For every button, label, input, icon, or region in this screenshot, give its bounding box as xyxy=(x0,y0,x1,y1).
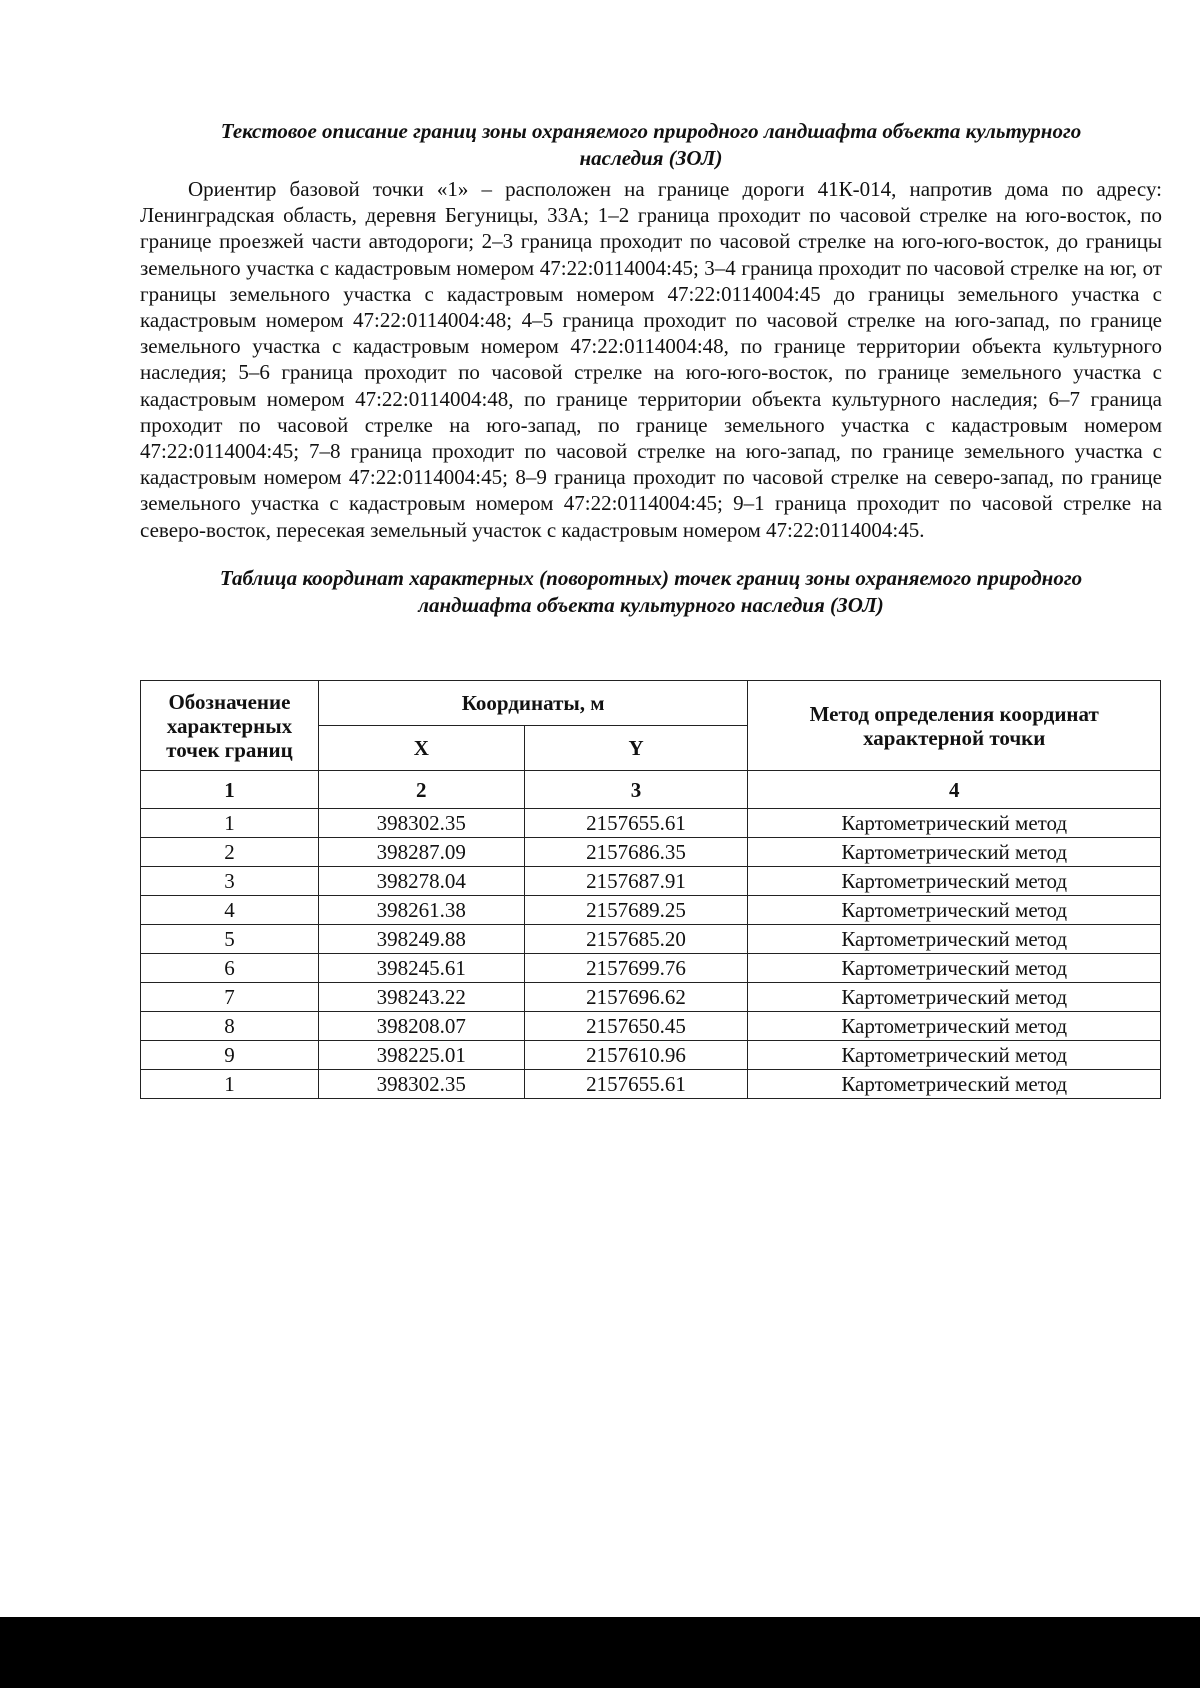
header-point: Обозначение характерных точек границ xyxy=(141,681,319,771)
cell-y: 2157685.20 xyxy=(524,925,748,954)
cell-x: 398302.35 xyxy=(318,809,524,838)
cell-y: 2157610.96 xyxy=(524,1041,748,1070)
table-row xyxy=(141,1041,1161,1070)
cell-method: Картометрический метод xyxy=(748,838,1161,867)
cell-method: Картометрический метод xyxy=(748,809,1161,838)
cell-point: 5 xyxy=(141,925,319,954)
table-title-line1: Таблица координат характерных (поворотных) точек границ зоны охраняемого природного xyxy=(219,565,1083,590)
cell-x: 398249.88 xyxy=(318,925,524,954)
cell-point: 3 xyxy=(141,867,319,896)
description-title xyxy=(140,118,1162,172)
cell-x: 398278.04 xyxy=(318,867,524,896)
table-title xyxy=(140,565,1162,619)
table-row xyxy=(141,809,1161,838)
cell-point: 6 xyxy=(141,954,319,983)
cell-method: Картометрический метод xyxy=(748,896,1161,925)
cell-point: 4 xyxy=(141,896,319,925)
cell-method: Картометрический метод xyxy=(748,1070,1161,1099)
document-page xyxy=(140,118,1162,1096)
cell-y: 2157655.61 xyxy=(524,809,748,838)
table-row xyxy=(141,1012,1161,1041)
column-number-1: 1 xyxy=(141,771,319,809)
cell-point: 2 xyxy=(141,838,319,867)
coordinates-table xyxy=(140,680,1161,1099)
cell-y: 2157687.91 xyxy=(524,867,748,896)
cell-method: Картометрический метод xyxy=(748,954,1161,983)
cell-method: Картометрический метод xyxy=(748,983,1161,1012)
cell-method: Картометрический метод xyxy=(748,867,1161,896)
cell-y: 2157699.76 xyxy=(524,954,748,983)
cell-y: 2157655.61 xyxy=(524,1070,748,1099)
cell-x: 398243.22 xyxy=(318,983,524,1012)
table-title-line2: ландшафта объекта культурного наследия (ЗОЛ) xyxy=(418,592,884,617)
cell-point: 8 xyxy=(141,1012,319,1041)
cell-x: 398261.38 xyxy=(318,896,524,925)
cell-x: 398245.61 xyxy=(318,954,524,983)
description-title-line2: наследия (ЗОЛ) xyxy=(579,146,723,170)
cell-y: 2157686.35 xyxy=(524,838,748,867)
column-number-4: 4 xyxy=(748,771,1161,809)
header-coords: Координаты, м xyxy=(318,681,748,726)
column-number-3: 3 xyxy=(524,771,748,809)
cell-point: 7 xyxy=(141,983,319,1012)
header-x: X xyxy=(318,726,524,771)
column-number-2: 2 xyxy=(318,771,524,809)
cell-method: Картометрический метод xyxy=(748,1012,1161,1041)
table-row xyxy=(141,838,1161,867)
cell-x: 398302.35 xyxy=(318,1070,524,1099)
table-row xyxy=(141,925,1161,954)
cell-x: 398225.01 xyxy=(318,1041,524,1070)
cell-x: 398208.07 xyxy=(318,1012,524,1041)
header-y: Y xyxy=(524,726,748,771)
cell-point: 1 xyxy=(141,1070,319,1099)
cell-method: Картометрический метод xyxy=(748,1041,1161,1070)
cell-x: 398287.09 xyxy=(318,838,524,867)
cell-y: 2157696.62 xyxy=(524,983,748,1012)
description-paragraph: Ориентир базовой точки «1» – расположен на границе дороги 41К-014, напротив дома по адресу: Ленинградская область, деревня Бегуницы, 33А; 1–2 граница проходит по часовой стрелке на юго-восток, по границе проезжей части автодороги; 2–3 граница проходит по часовой стрелке на юго-юго-восток, до границы земельного участка с кадастровым номером 47:22:0114004:45; 3–4 граница проходит по часовой стрелке на юг, от границы земельного участка с кадастровым номером 47:22:0114004:45 до границы земельного участка с кадастровым номером 47:22:0114004:48; 4–5 граница проходит по часовой стрелке на юго-запад, по границе земельного участка с кадастровым номером 47:22:0114004:48, по границе территории объекта культурного наследия; 5–6 граница проходит по часовой стрелке на юго-юго-восток, по границе земельного участка с кадастровым номером 47:22:0114004:48, по границе территории объекта культурного наследия; 6–7 граница проходит по часовой стрелке на юго-запад, по границе земельного участка с кадастровым номером 47:22:0114004:45; 7–8 граница проходит по часовой стрелке на юго-запад, по границе земельного участка с кадастровым номером 47:22:0114004:45; 8–9 граница проходит по часовой стрелке на северо-запад, по границе земельного участка с кадастровым номером 47:22:0114004:45; 9–1 граница проходит по часовой стрелке на северо-восток, пересекая земельный участок с кадастровым номером 47:22:0114004:45. xyxy=(140,177,1162,542)
description-title-line1: Текстовое описание границ зоны охраняемого природного ландшафта объекта культурного xyxy=(220,119,1082,143)
table-row xyxy=(141,983,1161,1012)
table-row xyxy=(141,1070,1161,1099)
table-row xyxy=(141,954,1161,983)
table-row xyxy=(141,896,1161,925)
cell-y: 2157650.45 xyxy=(524,1012,748,1041)
cell-y: 2157689.25 xyxy=(524,896,748,925)
cell-method: Картометрический метод xyxy=(748,925,1161,954)
table-row xyxy=(141,867,1161,896)
cell-point: 1 xyxy=(141,809,319,838)
header-method: Метод определения координат характерной точки xyxy=(748,681,1161,771)
scan-bottom-edge xyxy=(0,1617,1200,1688)
cell-point: 9 xyxy=(141,1041,319,1070)
